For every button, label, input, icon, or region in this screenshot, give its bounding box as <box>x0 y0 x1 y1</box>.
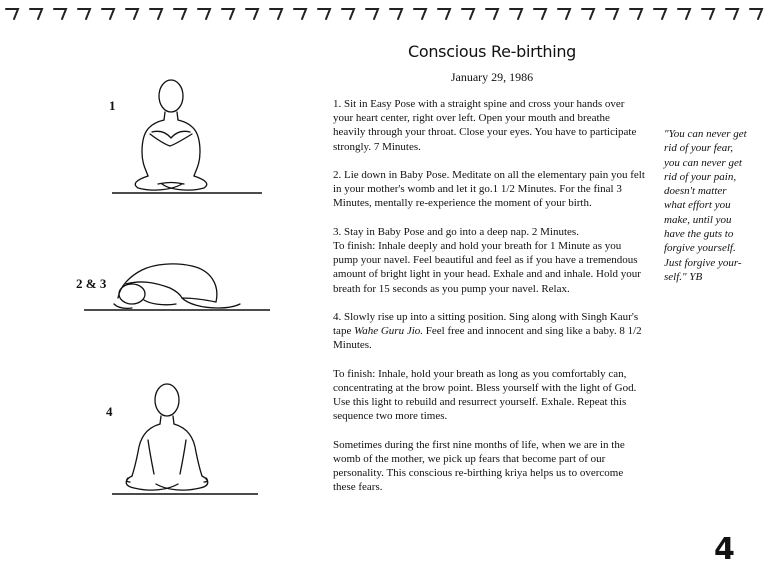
page-date: January 29, 1986 <box>450 70 534 84</box>
instructions <box>333 97 645 509</box>
step-3-duration: 3. Stay in Baby Pose and go into a deep nap. 2 Minutes. <box>333 225 579 238</box>
step-3-finish: To finish: Inhale deeply and hold your breath for 1 Minute as you pump your navel. Feel beautiful and feel as if you have a tremendous amount of bright light in your head. Exhale and and inhale. Hold your breath for 15 seconds as you pump your navel. Relax. <box>333 240 641 295</box>
figure-sitting-meditation <box>112 380 262 504</box>
quote-text: "You can never get rid of your fear, you can never get rid of your pain, doesn't matter what effort you make, until you have the guts to forgive yourself. Just forgive your-self." <box>664 128 747 283</box>
figure-1-label: 1 <box>109 98 116 113</box>
finish-instructions: To finish: Inhale, hold your breath as long as you comfortably can, concentrating at the brow point. Bless yourself with the light of God. Use this light to rebuild and resurrect yourself. Exhale. Repeat this sequence two more times. <box>333 367 637 423</box>
sidebar-quote <box>664 127 748 284</box>
figure-easy-pose-hands-crossed <box>112 72 267 202</box>
page-number: 4 <box>714 532 735 567</box>
step-2: 2. Lie down in Baby Pose. Meditate on all the elementary pain you felt in your mother's womb and let it go.1 1/2 Minutes. For the final 3 Minutes, mentally re-experience the moment of your birth. <box>333 169 645 210</box>
step-4-duration: Feel free and innocent and sing like a baby. 8 1/2 Minutes. <box>333 325 642 352</box>
step-3 <box>333 225 645 239</box>
closing-paragraph: Sometimes during the first nine months of life, when we are in the womb of the mother, we pick up fears that become part of our personality. This conscious re-birthing kriya helps us to overcome these fears. <box>333 438 625 494</box>
figure-4-label: 4 <box>106 404 113 419</box>
step-4-text: 4. Slowly rise up into a sitting position. Sing along with Singh Kaur's tape <box>333 311 639 338</box>
step-1: 1. Sit in Easy Pose with a straight spine and cross your hands over your heart center, right over left. Open your mouth and breathe heavily through your throat. Close your eyes. You have to participate strongly. 7 Minutes. <box>333 98 637 153</box>
quote-attribution: YB <box>689 270 703 283</box>
tape-title: Wahe Guru Jio. <box>354 325 424 338</box>
figure-2-3-label: 2 & 3 <box>76 276 107 291</box>
page-title: Conscious Re-birthing <box>407 42 577 61</box>
step-4 <box>333 310 645 353</box>
figure-baby-pose <box>84 254 274 318</box>
spiral-binding <box>0 4 768 22</box>
